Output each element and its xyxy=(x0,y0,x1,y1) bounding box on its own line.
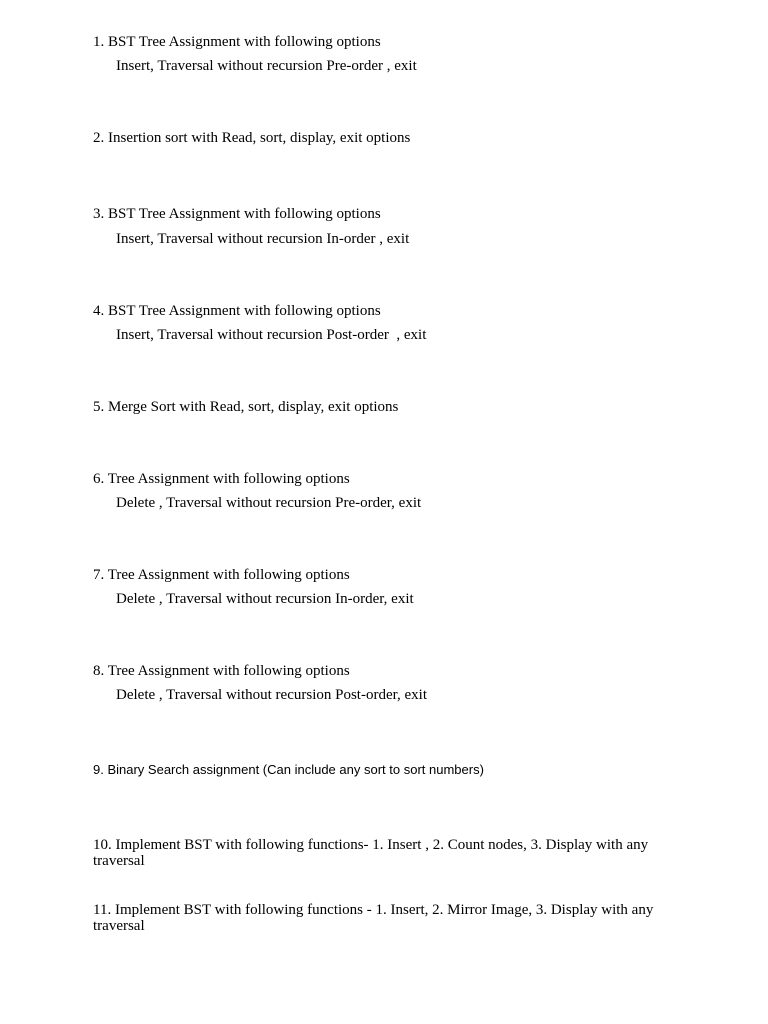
item-11-heading: 11. Implement BST with following functions - 1. Insert, 2. Mirror Image, 3. Display with any traversal xyxy=(93,902,654,934)
item-4-options: Insert, Traversal without recursion Post-order , exit xyxy=(116,327,427,343)
item-6-options: Delete , Traversal without recursion Pre-order, exit xyxy=(116,495,422,511)
item-2-heading: 2. Insertion sort with Read, sort, display, exit options xyxy=(93,130,411,146)
item-10-heading: 10. Implement BST with following functions- 1. Insert , 2. Count nodes, 3. Display with any traversal xyxy=(93,837,649,869)
item-6-heading: 6. Tree Assignment with following options xyxy=(93,471,350,487)
item-5-heading: 5. Merge Sort with Read, sort, display, exit options xyxy=(93,399,399,415)
item-8-options: Delete , Traversal without recursion Post-order, exit xyxy=(116,687,428,703)
item-7-heading: 7. Tree Assignment with following options xyxy=(93,567,350,583)
item-8-heading: 8. Tree Assignment with following options xyxy=(93,663,350,679)
item-3-options: Insert, Traversal without recursion In-order , exit xyxy=(116,231,410,247)
item-1-heading: 1. BST Tree Assignment with following options xyxy=(93,34,381,50)
item-4-heading: 4. BST Tree Assignment with following options xyxy=(93,303,381,319)
item-1-options: Insert, Traversal without recursion Pre-order , exit xyxy=(116,58,417,74)
item-7-options: Delete , Traversal without recursion In-order, exit xyxy=(116,591,414,607)
item-9-heading: 9. Binary Search assignment (Can include any sort to sort numbers) xyxy=(93,762,484,777)
item-3-heading: 3. BST Tree Assignment with following options xyxy=(93,206,381,222)
